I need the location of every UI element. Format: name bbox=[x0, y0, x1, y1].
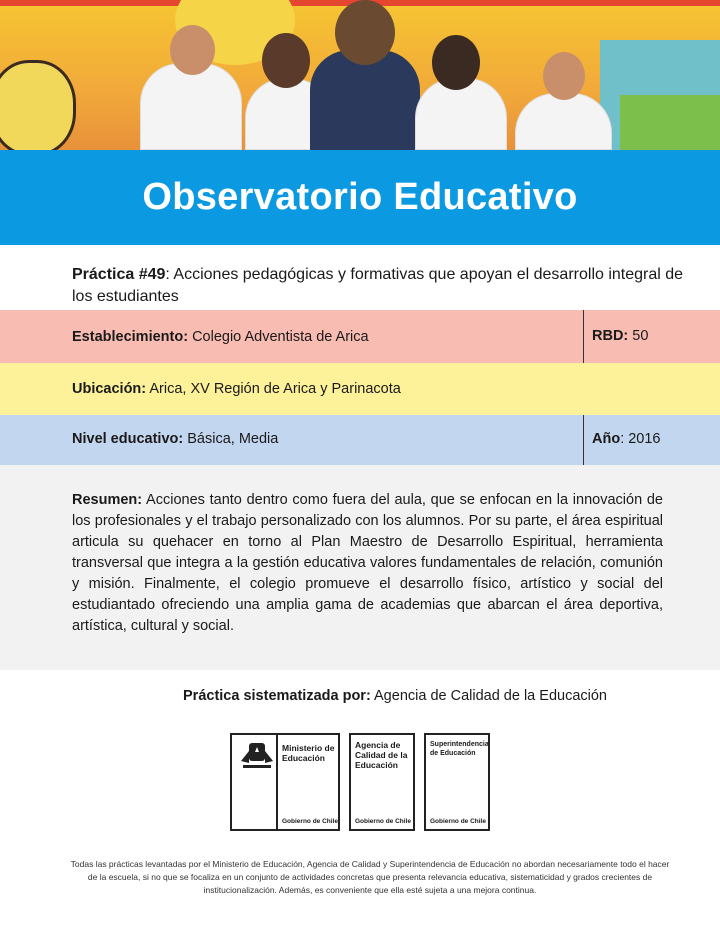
ministerio-logo bbox=[230, 733, 340, 831]
student-figure bbox=[140, 63, 242, 150]
establecimiento-label: Establecimiento: bbox=[72, 329, 189, 345]
resumen-label: Resumen: bbox=[72, 492, 143, 508]
chile-coat-of-arms-icon bbox=[237, 739, 277, 771]
mural-bee bbox=[0, 60, 76, 150]
nivel-cell bbox=[72, 431, 278, 447]
anio-value: : 2016 bbox=[620, 431, 661, 447]
superintendencia-logo bbox=[424, 733, 490, 831]
student-figure bbox=[515, 93, 612, 150]
ubicacion-cell bbox=[72, 381, 401, 397]
ubicacion-row bbox=[0, 363, 720, 415]
student-figure bbox=[432, 35, 480, 90]
page-title: Observatorio Educativo bbox=[142, 176, 578, 218]
teacher-figure bbox=[335, 0, 395, 65]
nivel-label: Nivel educativo: bbox=[72, 431, 184, 447]
practica-text: : Acciones pedagógicas y formativas que apoyan el desarrollo integral de los estudiantes bbox=[72, 266, 684, 305]
student-figure bbox=[170, 25, 215, 75]
teacher-figure bbox=[310, 50, 420, 150]
anio-label: Año bbox=[592, 431, 621, 447]
rbd-label: RBD: bbox=[592, 328, 629, 344]
agencia-logo bbox=[349, 733, 415, 831]
practica-heading bbox=[72, 264, 702, 308]
superintendencia-foot: Gobierno de Chile bbox=[430, 818, 486, 825]
footer-disclaimer: Todas las prácticas levantadas por el Ministerio de Educación, Agencia de Calidad y Superintendencia de Educación no abordan necesariamente todo el hacer de la escuela, si no que se focaliza en un conjunto de actividades concretas que presenta relevancia educativa, sistematicidad y grados crecientes de institucionalización. Además, es conveniente que ella esté sujeta a una mejora continua. bbox=[70, 859, 670, 895]
ubicacion-label: Ubicación: bbox=[72, 381, 147, 397]
agencia-foot: Gobierno de Chile bbox=[355, 818, 411, 825]
row-divider bbox=[583, 310, 584, 363]
establecimiento-value: Colegio Adventista de Arica bbox=[192, 329, 369, 345]
establecimiento-cell bbox=[72, 329, 369, 345]
superintendencia-title: Superintendencia de Educación bbox=[430, 741, 489, 757]
rbd-cell bbox=[592, 328, 648, 344]
sistematizada-value: Agencia de Calidad de la Educación bbox=[374, 688, 607, 704]
practica-label: Práctica #49 bbox=[72, 266, 166, 283]
ministerio-foot: Gobierno de Chile bbox=[282, 818, 338, 825]
hero-photo bbox=[0, 0, 720, 150]
resumen-text: Acciones tanto dentro como fuera del aula, que se enfocan en la innovación de los profesionales y el trabajo personalizado con los alumnos. Por su parte, el área espiritual articula su quehacer en torno al Plan Maestro de Desarrollo Espiritual, herramienta transversal que integra a la gestión educativa valores fundamentales de relación, comunión y misión. Finalmente, el colegio promueve el desarrollo físico, artístico y social del estudiantado ofreciendo una amplia gama de academias que abarcan el área deportiva, artística, cultural y social. bbox=[72, 492, 663, 634]
nivel-value: Básica, Media bbox=[187, 431, 279, 447]
establecimiento-row bbox=[0, 310, 720, 363]
ministerio-title: Ministerio de Educación bbox=[282, 743, 335, 763]
nivel-row bbox=[0, 415, 720, 465]
rbd-value: 50 bbox=[632, 328, 649, 344]
title-banner bbox=[0, 150, 720, 245]
sistematizada-label: Práctica sistematizada por: bbox=[183, 688, 371, 704]
logo-divider bbox=[276, 735, 278, 829]
mural-green-wall bbox=[620, 95, 720, 150]
sistematizada-line bbox=[0, 688, 720, 704]
student-figure bbox=[262, 33, 310, 88]
resumen-paragraph bbox=[72, 490, 663, 637]
agencia-title: Agencia de Calidad de la Educación bbox=[355, 740, 408, 770]
student-figure bbox=[543, 52, 585, 100]
ubicacion-value: Arica, XV Región de Arica y Parinacota bbox=[149, 381, 401, 397]
row-divider bbox=[583, 415, 584, 465]
anio-cell bbox=[592, 431, 661, 447]
